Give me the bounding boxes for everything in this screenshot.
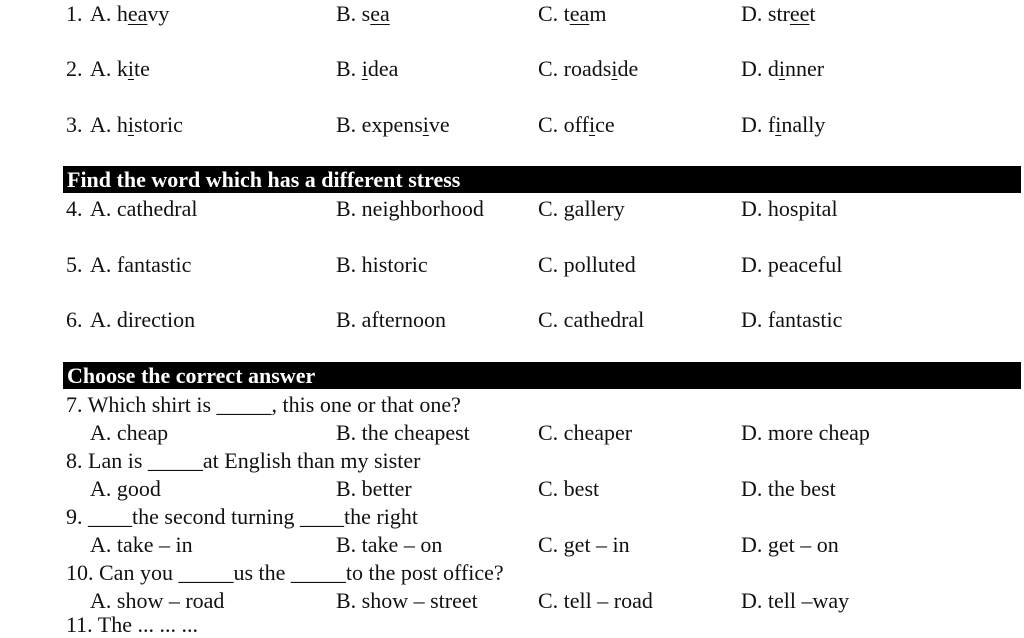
option-d: D. get – on	[741, 532, 839, 557]
option-c: C. polluted	[538, 252, 636, 277]
question-number: 5.	[66, 252, 83, 277]
option-d: D. hospital	[741, 196, 838, 221]
option-c: C. best	[538, 476, 600, 501]
question-text: 10. Can you _____us the _____to the post office?	[66, 560, 504, 585]
option-a: A. fantastic	[90, 252, 192, 277]
option-b: B. idea	[336, 56, 399, 81]
option-a: A. cheap	[90, 420, 169, 445]
question-number: 2.	[66, 56, 83, 81]
option-d: D. the best	[741, 476, 836, 501]
option-d: D. tell –way	[741, 588, 850, 613]
option-c: C. cheaper	[538, 420, 633, 445]
option-a: A. heavy	[90, 1, 170, 26]
question-number: 4.	[66, 196, 83, 221]
section-heading-stress: Find the word which has a different stress	[63, 166, 1021, 193]
option-b: B. better	[336, 476, 412, 501]
question-text: 9. ____the second turning ____the right	[66, 504, 418, 529]
option-b: B. sea	[336, 1, 390, 26]
option-a: A. show – road	[90, 588, 225, 613]
option-d: D. peaceful	[741, 252, 843, 277]
option-c: C. gallery	[538, 196, 625, 221]
option-b: B. historic	[336, 252, 428, 277]
option-c: C. office	[538, 112, 615, 137]
option-c: C. team	[538, 1, 607, 26]
option-c: C. roadside	[538, 56, 639, 81]
option-b: B. show – street	[336, 588, 478, 613]
option-a: A. take – in	[90, 532, 193, 557]
question-number: 1.	[66, 1, 83, 26]
cutoff-question-text: 11. The ... ... ...	[66, 612, 198, 637]
option-b: B. the cheapest	[336, 420, 470, 445]
section-heading-choose: Choose the correct answer	[63, 362, 1021, 389]
option-b: B. take – on	[336, 532, 443, 557]
option-d: D. fantastic	[741, 307, 843, 332]
option-a: A. good	[90, 476, 161, 501]
option-c: C. cathedral	[538, 307, 645, 332]
option-b: B. neighborhood	[336, 196, 484, 221]
option-a: A. cathedral	[90, 196, 198, 221]
question-number: 3.	[66, 112, 83, 137]
option-a: A. historic	[90, 112, 183, 137]
question-number: 6.	[66, 307, 83, 332]
option-b: B. afternoon	[336, 307, 446, 332]
option-c: C. tell – road	[538, 588, 653, 613]
option-a: A. kite	[90, 56, 150, 81]
option-d: D. dinner	[741, 56, 825, 81]
option-d: D. more cheap	[741, 420, 870, 445]
question-text: 8. Lan is _____at English than my sister	[66, 448, 421, 473]
question-text: 7. Which shirt is _____, this one or that one?	[66, 392, 461, 417]
option-d: D. street	[741, 1, 816, 26]
option-b: B. expensive	[336, 112, 450, 137]
option-c: C. get – in	[538, 532, 630, 557]
option-d: D. finally	[741, 112, 826, 137]
option-a: A. direction	[90, 307, 196, 332]
